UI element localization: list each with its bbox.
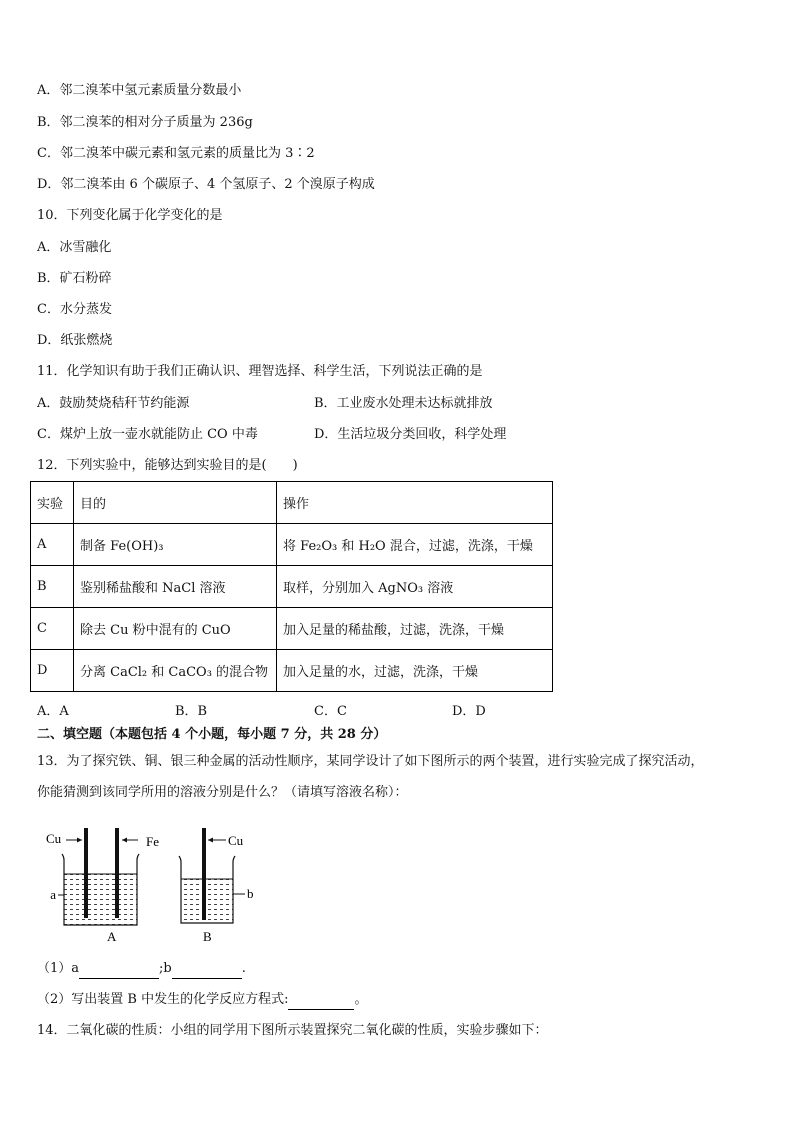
table-cell: A [31,524,74,566]
q10-option-d: D．纸张燃烧 [37,333,113,348]
table-cell: D [31,650,74,692]
beaker-apparatus-figure [40,822,280,946]
label-a: a [50,887,56,902]
section-heading: 二、填空题（本题包括 4 个小题，每小题 7 分，共 28 分） [37,727,387,742]
q10-option-a: A．冰雪融化 [37,240,112,255]
label-cu-b: Cu [228,833,244,848]
q11-option-a: A．鼓励焚烧秸秆节约能源 [37,396,190,411]
q11-stem: 11．化学知识有助于我们正确认识、理智选择、科学生活，下列说法正确的是 [37,364,483,379]
table-header-cell: 操作 [277,482,553,524]
cu-strip [84,828,88,918]
table-row [31,524,553,566]
q13-sub1-prefix: （1）a [37,961,80,976]
table-cell: B [31,566,74,608]
table-header-row [31,482,553,524]
answer-blank-a[interactable] [79,960,159,979]
q11-option-c: C．煤炉上放一壶水就能防止 CO 中毒 [37,427,258,442]
q13-sub1-sep: ;b [159,961,172,976]
answer-blank-b[interactable] [172,960,242,979]
q11-option-b: B．工业废水处理未达标就排放 [314,396,493,411]
label-fe: Fe [146,834,159,849]
q13-sub2 [37,991,368,1010]
q14-stem: 14．二氧化碳的性质：小组的同学用下图所示装置探究二氧化碳的性质，实验步骤如下： [37,1023,548,1038]
experiment-table [30,481,553,692]
table-cell: C [31,608,74,650]
cu-strip-b [202,828,206,920]
q9-option-b: B．邻二溴苯的相对分子质量为 236g [37,115,253,130]
fe-strip [115,828,119,918]
table-header-cell: 目的 [74,482,277,524]
q13-sub2-prefix: （2）写出装置 B 中发生的化学反应方程式: [37,992,289,1007]
q10-stem: 10．下列变化属于化学变化的是 [37,208,223,223]
q12-stem: 12．下列实验中，能够达到实验目的是( ) [37,458,298,473]
label-cu-a: Cu [46,831,62,846]
table-row [31,608,553,650]
caption-b: B [203,929,212,944]
label-b: b [247,886,254,901]
q13-sub2-end: 。 [354,992,368,1007]
table-cell: 制备 Fe(OH)₃ [74,524,277,566]
table-cell: 将 Fe₂O₃ 和 H₂O 混合，过滤，洗涤，干燥 [277,524,553,566]
q9-option-a: A．邻二溴苯中氢元素质量分数最小 [37,83,242,98]
q9-option-c: C．邻二溴苯中碳元素和氢元素的质量比为 3∶2 [37,146,315,161]
table-cell: 取样，分别加入 AgNO₃ 溶液 [277,566,553,608]
table-cell: 除去 Cu 粉中混有的 CuO [74,608,277,650]
q13-stem-line1: 13．为了探究铁、铜、银三种金属的活动性顺序，某同学设计了如下图所示的两个装置，进行实验完成了探究活动， [37,754,704,769]
table-row [31,566,553,608]
q13-sub1-end: . [241,961,246,976]
table-header-cell: 实验 [31,482,74,524]
table-cell: 鉴别稀盐酸和 NaCl 溶液 [74,566,277,608]
beaker-a [58,828,139,925]
q10-option-c: C．水分蒸发 [37,302,112,317]
q11-option-d: D．生活垃圾分类回收，科学处理 [314,427,507,442]
caption-a: A [107,929,117,944]
table-row [31,650,553,692]
table-cell: 加入足量的水，过滤，洗涤，干燥 [277,650,553,692]
q12-choice-b: B．B [175,704,208,719]
q9-option-d: D．邻二溴苯由 6 个碳原子、4 个氢原子、2 个溴原子构成 [37,177,375,192]
q13-stem-line2: 你能猜测到该同学所用的溶液分别是什么？（请填写溶液名称）： [37,785,408,800]
q13-sub1 [37,960,246,979]
table-cell: 加入足量的稀盐酸，过滤，洗涤，干燥 [277,608,553,650]
q12-choice-d: D．D [452,704,486,719]
q12-choice-c: C．C [314,704,347,719]
q10-option-b: B．矿石粉碎 [37,271,112,286]
q12-choice-a: A．A [37,704,69,719]
table-cell: 分离 CaCl₂ 和 CaCO₃ 的混合物 [74,650,277,692]
answer-blank-equation[interactable] [288,991,354,1010]
